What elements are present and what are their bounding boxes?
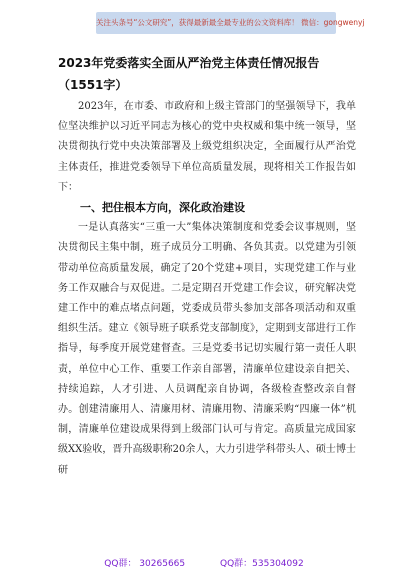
document-body [58, 97, 356, 481]
document-title: 2023年党委落实全面从严治党主体责任情况报告（1551字） [58, 56, 320, 92]
qq-group-2: QQ群：535304092 [220, 559, 304, 569]
qq-group-1: QQ群： 30265665 [104, 559, 186, 569]
promo-banner: 关注头条号“公文研究”，获得最新最全最专业的公文资料库！ 微信：gongwenyj [96, 12, 336, 34]
footer-contact [0, 556, 408, 569]
section-heading: 一、把住根本方向，深化政治建设 [80, 201, 245, 215]
intro-paragraph: 2023年，在市委、市政府和上级主管部门的坚强领导下，我单位坚决维护以习近平同志为核心的党中央权威和集中统一领导，坚决贯彻执行党中央决策部署及上级党组织决定，全面履行从严治党主体责任，推进党委领导下单位高质量发展，现将相关工作报告如下： [58, 101, 356, 193]
section-paragraph: 一是认真落实“三重一大”集体决策制度和党委会议事规则，坚决贯彻民主集中制，班子成员分工明确、各负其责。以党建为引领带动单位高质量发展，确定了20个党建+项目，实现党建工作与业务工作双融合与双促进。二是定期召开党建工作会议，研究解决党建工作中的难点堵点问题，党委成员带头参加支部各项活动和双重组织生活。建立《领导班子联系党支部制度》，定期到支部进行工作指导，每季度开展党建督查。三是党委书记切实履行第一责任人职责，单位中心工作、重要工作亲自部署，清廉单位建设亲自把关、持续追踪，人才引进、人员调配亲自协调，各级检查整改亲自督办。创建清廉用人、清廉用材、清廉用物、清廉采购“四廉一体”机制，清廉单位建设成果得到上级部门认可与肯定。高质量完成国家级XX验收，晋升高级职称20余人，大力引进学科带头人、硕士博士研 [58, 222, 356, 476]
